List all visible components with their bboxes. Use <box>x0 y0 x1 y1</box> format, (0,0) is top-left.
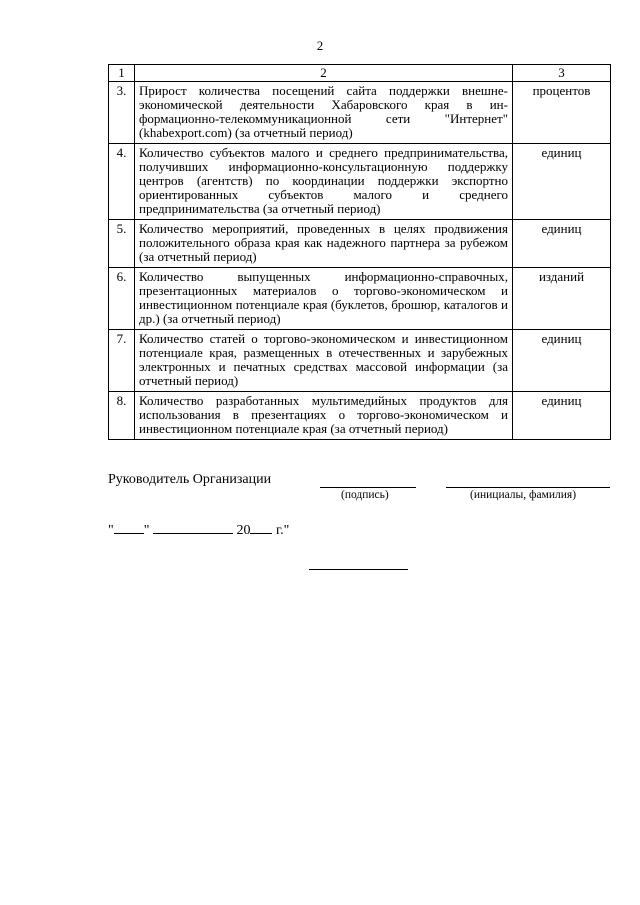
indicator-name: Количество выпущенных информационно-справочных, презентационных материалов о торгово-экономическом и инвестиционном потенциале края (буклетов, брошюр, каталогов и др.) (за отчетный период) <box>135 268 513 330</box>
row-number: 7. <box>109 330 135 392</box>
date-line <box>108 521 289 539</box>
table-row <box>109 268 611 330</box>
day-blank <box>114 521 144 534</box>
indicator-name: Количество субъектов малого и среднего предпринимательства, получивших информационно-консультационную поддержку центров (агентств) по координации поддержки экспортно ориентированных субъектов малого и среднего предпринимательства (за отчетный период) <box>135 144 513 220</box>
indicator-name: Количество разработанных мультимедийных продуктов для использования в презентациях о торгово-экономическом и инвестиционном потенциале края (за отчетный период) <box>135 392 513 440</box>
table-row <box>109 220 611 268</box>
row-number: 4. <box>109 144 135 220</box>
year-blank <box>250 521 272 534</box>
year-prefix: 20 <box>236 523 251 538</box>
column-header: 2 <box>135 65 513 82</box>
table-row <box>109 82 611 144</box>
indicator-name: Прирост количества посещений сайта поддержки внешнеэкономической деятельности Хабаровского края в информационно-телекоммуникационной сети "Интернет" (khabexport.com) (за отчетный период) <box>135 82 513 144</box>
page-number: 2 <box>316 38 324 53</box>
table-row <box>109 392 611 440</box>
indicators-table <box>108 64 611 440</box>
signature-line <box>320 487 416 488</box>
column-header: 3 <box>513 65 611 82</box>
date-open-quote: " <box>108 523 114 538</box>
row-number: 5. <box>109 220 135 268</box>
unit-of-measure: единиц <box>513 144 611 220</box>
unit-of-measure: единиц <box>513 392 611 440</box>
indicator-name: Количество статей о торгово-экономическом и инвестиционном потенциале края, размещенных в отечественных и зарубежных электронных и печатных средствах массовой информации (за отчетный период) <box>135 330 513 392</box>
name-caption: (инициалы, фамилия) <box>470 489 577 501</box>
row-number: 6. <box>109 268 135 330</box>
unit-of-measure: процентов <box>513 82 611 144</box>
column-header: 1 <box>109 65 135 82</box>
indicator-name: Количество мероприятий, проведенных в целях продвижения положительного образа края как надежного партнера за рубежом (за отчетный период) <box>135 220 513 268</box>
unit-of-measure: единиц <box>513 220 611 268</box>
row-number: 8. <box>109 392 135 440</box>
year-suffix: г." <box>272 523 290 538</box>
end-rule <box>309 569 408 570</box>
head-of-organization-label: Руководитель Организации <box>108 472 272 487</box>
unit-of-measure: изданий <box>513 268 611 330</box>
unit-of-measure: единиц <box>513 330 611 392</box>
signature-caption: (подпись) <box>341 489 389 501</box>
date-close-quote: " <box>143 523 150 538</box>
name-line <box>446 487 610 488</box>
table-row <box>109 144 611 220</box>
month-blank <box>153 521 233 534</box>
row-number: 3. <box>109 82 135 144</box>
table-row <box>109 330 611 392</box>
table-header-row <box>109 65 611 82</box>
